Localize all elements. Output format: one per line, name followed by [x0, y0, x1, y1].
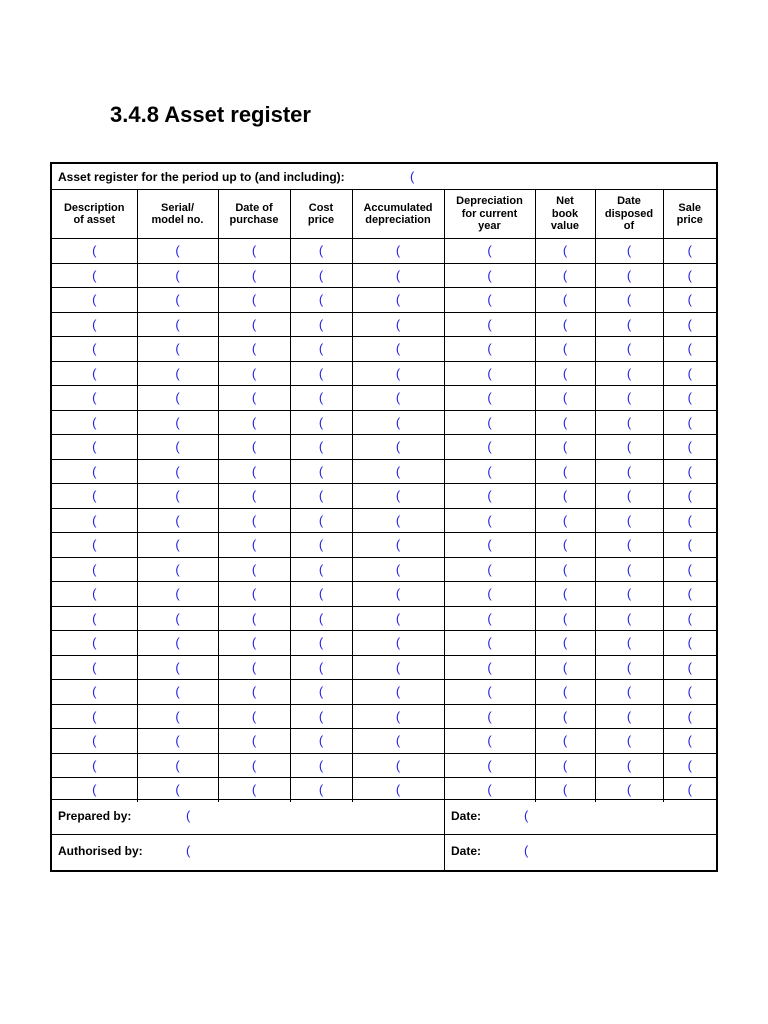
cell-cost-price[interactable]: ( — [290, 631, 352, 656]
cell-depreciation-current-year[interactable]: ( — [444, 557, 535, 582]
table-row — [52, 557, 716, 582]
table-row — [52, 288, 716, 313]
cell-date-of-purchase[interactable]: ( — [218, 337, 290, 362]
asset-table — [52, 190, 716, 802]
cell-accumulated-depreciation[interactable]: ( — [352, 631, 444, 656]
cell-cost-price[interactable]: ( — [290, 533, 352, 558]
table-row — [52, 582, 716, 607]
cell-description[interactable]: ( — [52, 239, 137, 264]
cell-serial[interactable]: ( — [137, 557, 218, 582]
cell-date-of-purchase[interactable]: ( — [218, 484, 290, 509]
cell-serial[interactable]: ( — [137, 459, 218, 484]
cell-net-book-value[interactable]: ( — [535, 337, 595, 362]
cell-date-of-purchase[interactable]: ( — [218, 239, 290, 264]
col-date-of-purchase: Date of purchase — [218, 190, 290, 239]
cell-sale-price[interactable]: ( — [663, 386, 716, 411]
table-row — [52, 312, 716, 337]
col-depreciation-current-year: Depreciation for current year — [444, 190, 535, 239]
cell-cost-price[interactable]: ( — [290, 386, 352, 411]
cell-accumulated-depreciation[interactable]: ( — [352, 680, 444, 705]
cell-accumulated-depreciation[interactable]: ( — [352, 239, 444, 264]
cell-date-of-purchase[interactable]: ( — [218, 680, 290, 705]
cell-description[interactable]: ( — [52, 386, 137, 411]
cell-date-of-purchase[interactable]: ( — [218, 655, 290, 680]
cell-depreciation-current-year[interactable]: ( — [444, 337, 535, 362]
table-row — [52, 533, 716, 558]
cell-net-book-value[interactable]: ( — [535, 729, 595, 754]
asset-rows — [52, 239, 716, 802]
cell-cost-price[interactable]: ( — [290, 582, 352, 607]
cell-depreciation-current-year[interactable]: ( — [444, 778, 535, 802]
cell-date-disposed[interactable]: ( — [595, 386, 663, 411]
cell-serial[interactable]: ( — [137, 484, 218, 509]
cell-sale-price[interactable]: ( — [663, 410, 716, 435]
cell-sale-price[interactable]: ( — [663, 655, 716, 680]
prepared-input[interactable]: ( — [186, 808, 191, 823]
cell-date-of-purchase[interactable]: ( — [218, 508, 290, 533]
cell-description[interactable]: ( — [52, 606, 137, 631]
cell-serial[interactable]: ( — [137, 410, 218, 435]
footer-divider — [444, 835, 445, 871]
cell-accumulated-depreciation[interactable]: ( — [352, 582, 444, 607]
table-row — [52, 459, 716, 484]
cell-date-of-purchase[interactable]: ( — [218, 582, 290, 607]
cell-date-disposed[interactable]: ( — [595, 582, 663, 607]
cell-depreciation-current-year[interactable]: ( — [444, 704, 535, 729]
cell-cost-price[interactable]: ( — [290, 288, 352, 313]
cell-cost-price[interactable]: ( — [290, 337, 352, 362]
cell-date-of-purchase[interactable]: ( — [218, 533, 290, 558]
cell-net-book-value[interactable]: ( — [535, 606, 595, 631]
col-serial: Serial/ model no. — [137, 190, 218, 239]
cell-depreciation-current-year[interactable]: ( — [444, 361, 535, 386]
cell-description[interactable]: ( — [52, 704, 137, 729]
cell-accumulated-depreciation[interactable]: ( — [352, 484, 444, 509]
table-row — [52, 410, 716, 435]
cell-date-disposed[interactable]: ( — [595, 533, 663, 558]
cell-accumulated-depreciation[interactable]: ( — [352, 459, 444, 484]
cell-description[interactable]: ( — [52, 508, 137, 533]
cell-accumulated-depreciation[interactable]: ( — [352, 557, 444, 582]
cell-depreciation-current-year[interactable]: ( — [444, 655, 535, 680]
col-date-disposed: Date disposed of — [595, 190, 663, 239]
cell-net-book-value[interactable]: ( — [535, 655, 595, 680]
cell-date-of-purchase[interactable]: ( — [218, 288, 290, 313]
cell-description[interactable]: ( — [52, 582, 137, 607]
cell-accumulated-depreciation[interactable]: ( — [352, 435, 444, 460]
cell-net-book-value[interactable]: ( — [535, 631, 595, 656]
cell-serial[interactable]: ( — [137, 337, 218, 362]
cell-sale-price[interactable]: ( — [663, 508, 716, 533]
cell-net-book-value[interactable]: ( — [535, 557, 595, 582]
period-row — [52, 164, 716, 190]
cell-accumulated-depreciation[interactable]: ( — [352, 729, 444, 754]
table-row — [52, 508, 716, 533]
cell-accumulated-depreciation[interactable]: ( — [352, 508, 444, 533]
cell-date-disposed[interactable]: ( — [595, 631, 663, 656]
cell-serial[interactable]: ( — [137, 312, 218, 337]
cell-date-of-purchase[interactable]: ( — [218, 729, 290, 754]
authorised-input[interactable]: ( — [186, 843, 191, 858]
cell-description[interactable]: ( — [52, 410, 137, 435]
cell-accumulated-depreciation[interactable]: ( — [352, 704, 444, 729]
cell-cost-price[interactable]: ( — [290, 778, 352, 802]
prepared-label: Prepared by: — [58, 809, 132, 823]
table-row — [52, 753, 716, 778]
cell-depreciation-current-year[interactable]: ( — [444, 533, 535, 558]
cell-depreciation-current-year[interactable]: ( — [444, 631, 535, 656]
cell-serial[interactable]: ( — [137, 435, 218, 460]
table-row — [52, 729, 716, 754]
cell-description[interactable]: ( — [52, 533, 137, 558]
cell-sale-price[interactable]: ( — [663, 484, 716, 509]
cell-sale-price[interactable]: ( — [663, 729, 716, 754]
cell-serial[interactable]: ( — [137, 778, 218, 802]
cell-serial[interactable]: ( — [137, 655, 218, 680]
cell-date-of-purchase[interactable]: ( — [218, 704, 290, 729]
cell-description[interactable]: ( — [52, 631, 137, 656]
cell-cost-price[interactable]: ( — [290, 655, 352, 680]
cell-date-of-purchase[interactable]: ( — [218, 606, 290, 631]
cell-date-disposed[interactable]: ( — [595, 410, 663, 435]
cell-date-of-purchase[interactable]: ( — [218, 459, 290, 484]
cell-accumulated-depreciation[interactable]: ( — [352, 753, 444, 778]
cell-depreciation-current-year[interactable]: ( — [444, 239, 535, 264]
cell-depreciation-current-year[interactable]: ( — [444, 263, 535, 288]
cell-net-book-value[interactable]: ( — [535, 312, 595, 337]
authorised-label: Authorised by: — [58, 844, 143, 858]
cell-sale-price[interactable]: ( — [663, 361, 716, 386]
cell-net-book-value[interactable]: ( — [535, 435, 595, 460]
cell-depreciation-current-year[interactable]: ( — [444, 386, 535, 411]
page-title: 3.4.8 Asset register — [110, 102, 311, 127]
cell-net-book-value[interactable]: ( — [535, 582, 595, 607]
cell-cost-price[interactable]: ( — [290, 435, 352, 460]
cell-cost-price[interactable]: ( — [290, 312, 352, 337]
cell-cost-price[interactable]: ( — [290, 680, 352, 705]
cell-accumulated-depreciation[interactable]: ( — [352, 778, 444, 802]
table-row — [52, 361, 716, 386]
cell-date-disposed[interactable]: ( — [595, 435, 663, 460]
cell-sale-price[interactable]: ( — [663, 606, 716, 631]
cell-serial[interactable]: ( — [137, 263, 218, 288]
cell-accumulated-depreciation[interactable]: ( — [352, 410, 444, 435]
cell-sale-price[interactable]: ( — [663, 459, 716, 484]
cell-date-of-purchase[interactable]: ( — [218, 557, 290, 582]
table-row — [52, 263, 716, 288]
cell-depreciation-current-year[interactable]: ( — [444, 582, 535, 607]
date-label-2: Date: — [451, 844, 482, 858]
cell-description[interactable]: ( — [52, 361, 137, 386]
cell-sale-price[interactable]: ( — [663, 631, 716, 656]
cell-net-book-value[interactable]: ( — [535, 410, 595, 435]
cell-date-disposed[interactable]: ( — [595, 606, 663, 631]
cell-date-disposed[interactable]: ( — [595, 484, 663, 509]
footer-divider — [444, 800, 445, 834]
table-row — [52, 655, 716, 680]
cell-accumulated-depreciation[interactable]: ( — [352, 606, 444, 631]
cell-accumulated-depreciation[interactable]: ( — [352, 361, 444, 386]
cell-sale-price[interactable]: ( — [663, 704, 716, 729]
cell-depreciation-current-year[interactable]: ( — [444, 312, 535, 337]
cell-sale-price[interactable]: ( — [663, 435, 716, 460]
table-row — [52, 631, 716, 656]
cell-cost-price[interactable]: ( — [290, 361, 352, 386]
header-row — [52, 190, 716, 239]
authorised-row — [52, 835, 716, 871]
cell-sale-price[interactable]: ( — [663, 680, 716, 705]
col-sale-price: Sale price — [663, 190, 716, 239]
cell-net-book-value[interactable]: ( — [535, 680, 595, 705]
cell-cost-price[interactable]: ( — [290, 484, 352, 509]
cell-serial[interactable]: ( — [137, 239, 218, 264]
cell-net-book-value[interactable]: ( — [535, 361, 595, 386]
cell-date-of-purchase[interactable]: ( — [218, 386, 290, 411]
cell-description[interactable]: ( — [52, 680, 137, 705]
cell-net-book-value[interactable]: ( — [535, 239, 595, 264]
cell-serial[interactable]: ( — [137, 704, 218, 729]
cell-date-disposed[interactable]: ( — [595, 704, 663, 729]
cell-serial[interactable]: ( — [137, 631, 218, 656]
table-row — [52, 606, 716, 631]
cell-depreciation-current-year[interactable]: ( — [444, 753, 535, 778]
cell-depreciation-current-year[interactable]: ( — [444, 508, 535, 533]
cell-net-book-value[interactable]: ( — [535, 778, 595, 802]
cell-date-disposed[interactable]: ( — [595, 337, 663, 362]
cell-date-of-purchase[interactable]: ( — [218, 435, 290, 460]
cell-sale-price[interactable]: ( — [663, 753, 716, 778]
cell-date-disposed[interactable]: ( — [595, 655, 663, 680]
cell-date-disposed[interactable]: ( — [595, 557, 663, 582]
cell-date-disposed[interactable]: ( — [595, 508, 663, 533]
col-cost-price: Cost price — [290, 190, 352, 239]
cell-serial[interactable]: ( — [137, 729, 218, 754]
cell-date-of-purchase[interactable]: ( — [218, 263, 290, 288]
cell-depreciation-current-year[interactable]: ( — [444, 410, 535, 435]
cell-sale-price[interactable]: ( — [663, 288, 716, 313]
cell-net-book-value[interactable]: ( — [535, 288, 595, 313]
cell-description[interactable]: ( — [52, 753, 137, 778]
cell-cost-price[interactable]: ( — [290, 508, 352, 533]
cell-date-disposed[interactable]: ( — [595, 263, 663, 288]
cell-description[interactable]: ( — [52, 655, 137, 680]
period-label: Asset register for the period up to (and including): — [58, 170, 345, 184]
cell-cost-price[interactable]: ( — [290, 557, 352, 582]
cell-net-book-value[interactable]: ( — [535, 508, 595, 533]
period-input[interactable]: ( — [410, 169, 415, 184]
cell-accumulated-depreciation[interactable]: ( — [352, 386, 444, 411]
prepared-row — [52, 799, 716, 835]
table-row — [52, 239, 716, 264]
cell-sale-price[interactable]: ( — [663, 557, 716, 582]
cell-net-book-value[interactable]: ( — [535, 753, 595, 778]
cell-description[interactable]: ( — [52, 337, 137, 362]
col-accumulated-depreciation: Accumulated depreciation — [352, 190, 444, 239]
cell-cost-price[interactable]: ( — [290, 753, 352, 778]
cell-sale-price[interactable]: ( — [663, 533, 716, 558]
cell-cost-price[interactable]: ( — [290, 459, 352, 484]
cell-sale-price[interactable]: ( — [663, 239, 716, 264]
cell-date-disposed[interactable]: ( — [595, 239, 663, 264]
cell-date-disposed[interactable]: ( — [595, 680, 663, 705]
cell-description[interactable]: ( — [52, 484, 137, 509]
cell-depreciation-current-year[interactable]: ( — [444, 606, 535, 631]
cell-date-disposed[interactable]: ( — [595, 361, 663, 386]
cell-net-book-value[interactable]: ( — [535, 484, 595, 509]
cell-sale-price[interactable]: ( — [663, 312, 716, 337]
cell-depreciation-current-year[interactable]: ( — [444, 729, 535, 754]
cell-serial[interactable]: ( — [137, 582, 218, 607]
cell-description[interactable]: ( — [52, 288, 137, 313]
table-row — [52, 704, 716, 729]
cell-date-disposed[interactable]: ( — [595, 312, 663, 337]
cell-cost-price[interactable]: ( — [290, 606, 352, 631]
table-row — [52, 778, 716, 802]
cell-date-disposed[interactable]: ( — [595, 729, 663, 754]
table-row — [52, 680, 716, 705]
cell-depreciation-current-year[interactable]: ( — [444, 288, 535, 313]
cell-cost-price[interactable]: ( — [290, 704, 352, 729]
cell-date-disposed[interactable]: ( — [595, 459, 663, 484]
cell-net-book-value[interactable]: ( — [535, 704, 595, 729]
cell-net-book-value[interactable]: ( — [535, 386, 595, 411]
cell-sale-price[interactable]: ( — [663, 582, 716, 607]
cell-serial[interactable]: ( — [137, 533, 218, 558]
cell-depreciation-current-year[interactable]: ( — [444, 459, 535, 484]
cell-date-disposed[interactable]: ( — [595, 753, 663, 778]
cell-date-of-purchase[interactable]: ( — [218, 410, 290, 435]
cell-sale-price[interactable]: ( — [687, 782, 692, 798]
cell-serial[interactable]: ( — [137, 508, 218, 533]
cell-description[interactable]: ( — [52, 778, 137, 802]
cell-accumulated-depreciation[interactable]: ( — [352, 533, 444, 558]
cell-description[interactable]: ( — [52, 263, 137, 288]
cell-accumulated-depreciation[interactable]: ( — [352, 312, 444, 337]
cell-date-of-purchase[interactable]: ( — [218, 312, 290, 337]
cell-description[interactable]: ( — [52, 312, 137, 337]
cell-date-of-purchase[interactable]: ( — [218, 631, 290, 656]
date-input-2[interactable]: ( — [524, 843, 529, 858]
cell-date-disposed[interactable]: ( — [595, 778, 663, 802]
table-row — [52, 435, 716, 460]
cell-description[interactable]: ( — [52, 459, 137, 484]
cell-serial[interactable]: ( — [137, 361, 218, 386]
cell-accumulated-depreciation[interactable]: ( — [352, 288, 444, 313]
cell-sale-price[interactable]: ( — [663, 263, 716, 288]
table-row — [52, 386, 716, 411]
cell-accumulated-depreciation[interactable]: ( — [352, 263, 444, 288]
cell-description[interactable]: ( — [52, 557, 137, 582]
cell-date-of-purchase[interactable]: ( — [218, 361, 290, 386]
cell-depreciation-current-year[interactable]: ( — [444, 680, 535, 705]
cell-serial[interactable]: ( — [137, 680, 218, 705]
cell-accumulated-depreciation[interactable]: ( — [352, 655, 444, 680]
cell-depreciation-current-year[interactable]: ( — [444, 435, 535, 460]
col-description: Description of asset — [52, 190, 137, 239]
cell-serial[interactable]: ( — [137, 606, 218, 631]
cell-net-book-value[interactable]: ( — [535, 459, 595, 484]
cell-date-of-purchase[interactable]: ( — [218, 778, 290, 802]
cell-description[interactable]: ( — [52, 435, 137, 460]
col-net-book-value: Net book value — [535, 190, 595, 239]
cell-cost-price[interactable]: ( — [290, 729, 352, 754]
table-row — [52, 484, 716, 509]
cell-cost-price[interactable]: ( — [290, 410, 352, 435]
cell-date-disposed[interactable]: ( — [595, 288, 663, 313]
cell-accumulated-depreciation[interactable]: ( — [352, 337, 444, 362]
date-input-1[interactable]: ( — [524, 808, 529, 823]
cell-serial[interactable]: ( — [137, 386, 218, 411]
table-row — [52, 337, 716, 362]
cell-net-book-value[interactable]: ( — [535, 263, 595, 288]
cell-cost-price[interactable]: ( — [290, 239, 352, 264]
cell-description[interactable]: ( — [52, 729, 137, 754]
cell-cost-price[interactable]: ( — [290, 263, 352, 288]
date-label-1: Date: — [451, 809, 482, 823]
cell-serial[interactable]: ( — [137, 753, 218, 778]
cell-net-book-value[interactable]: ( — [535, 533, 595, 558]
cell-serial[interactable]: ( — [137, 288, 218, 313]
asset-register-form — [50, 162, 718, 872]
cell-date-of-purchase[interactable]: ( — [218, 753, 290, 778]
cell-sale-price[interactable]: ( — [663, 337, 716, 362]
cell-depreciation-current-year[interactable]: ( — [444, 484, 535, 509]
